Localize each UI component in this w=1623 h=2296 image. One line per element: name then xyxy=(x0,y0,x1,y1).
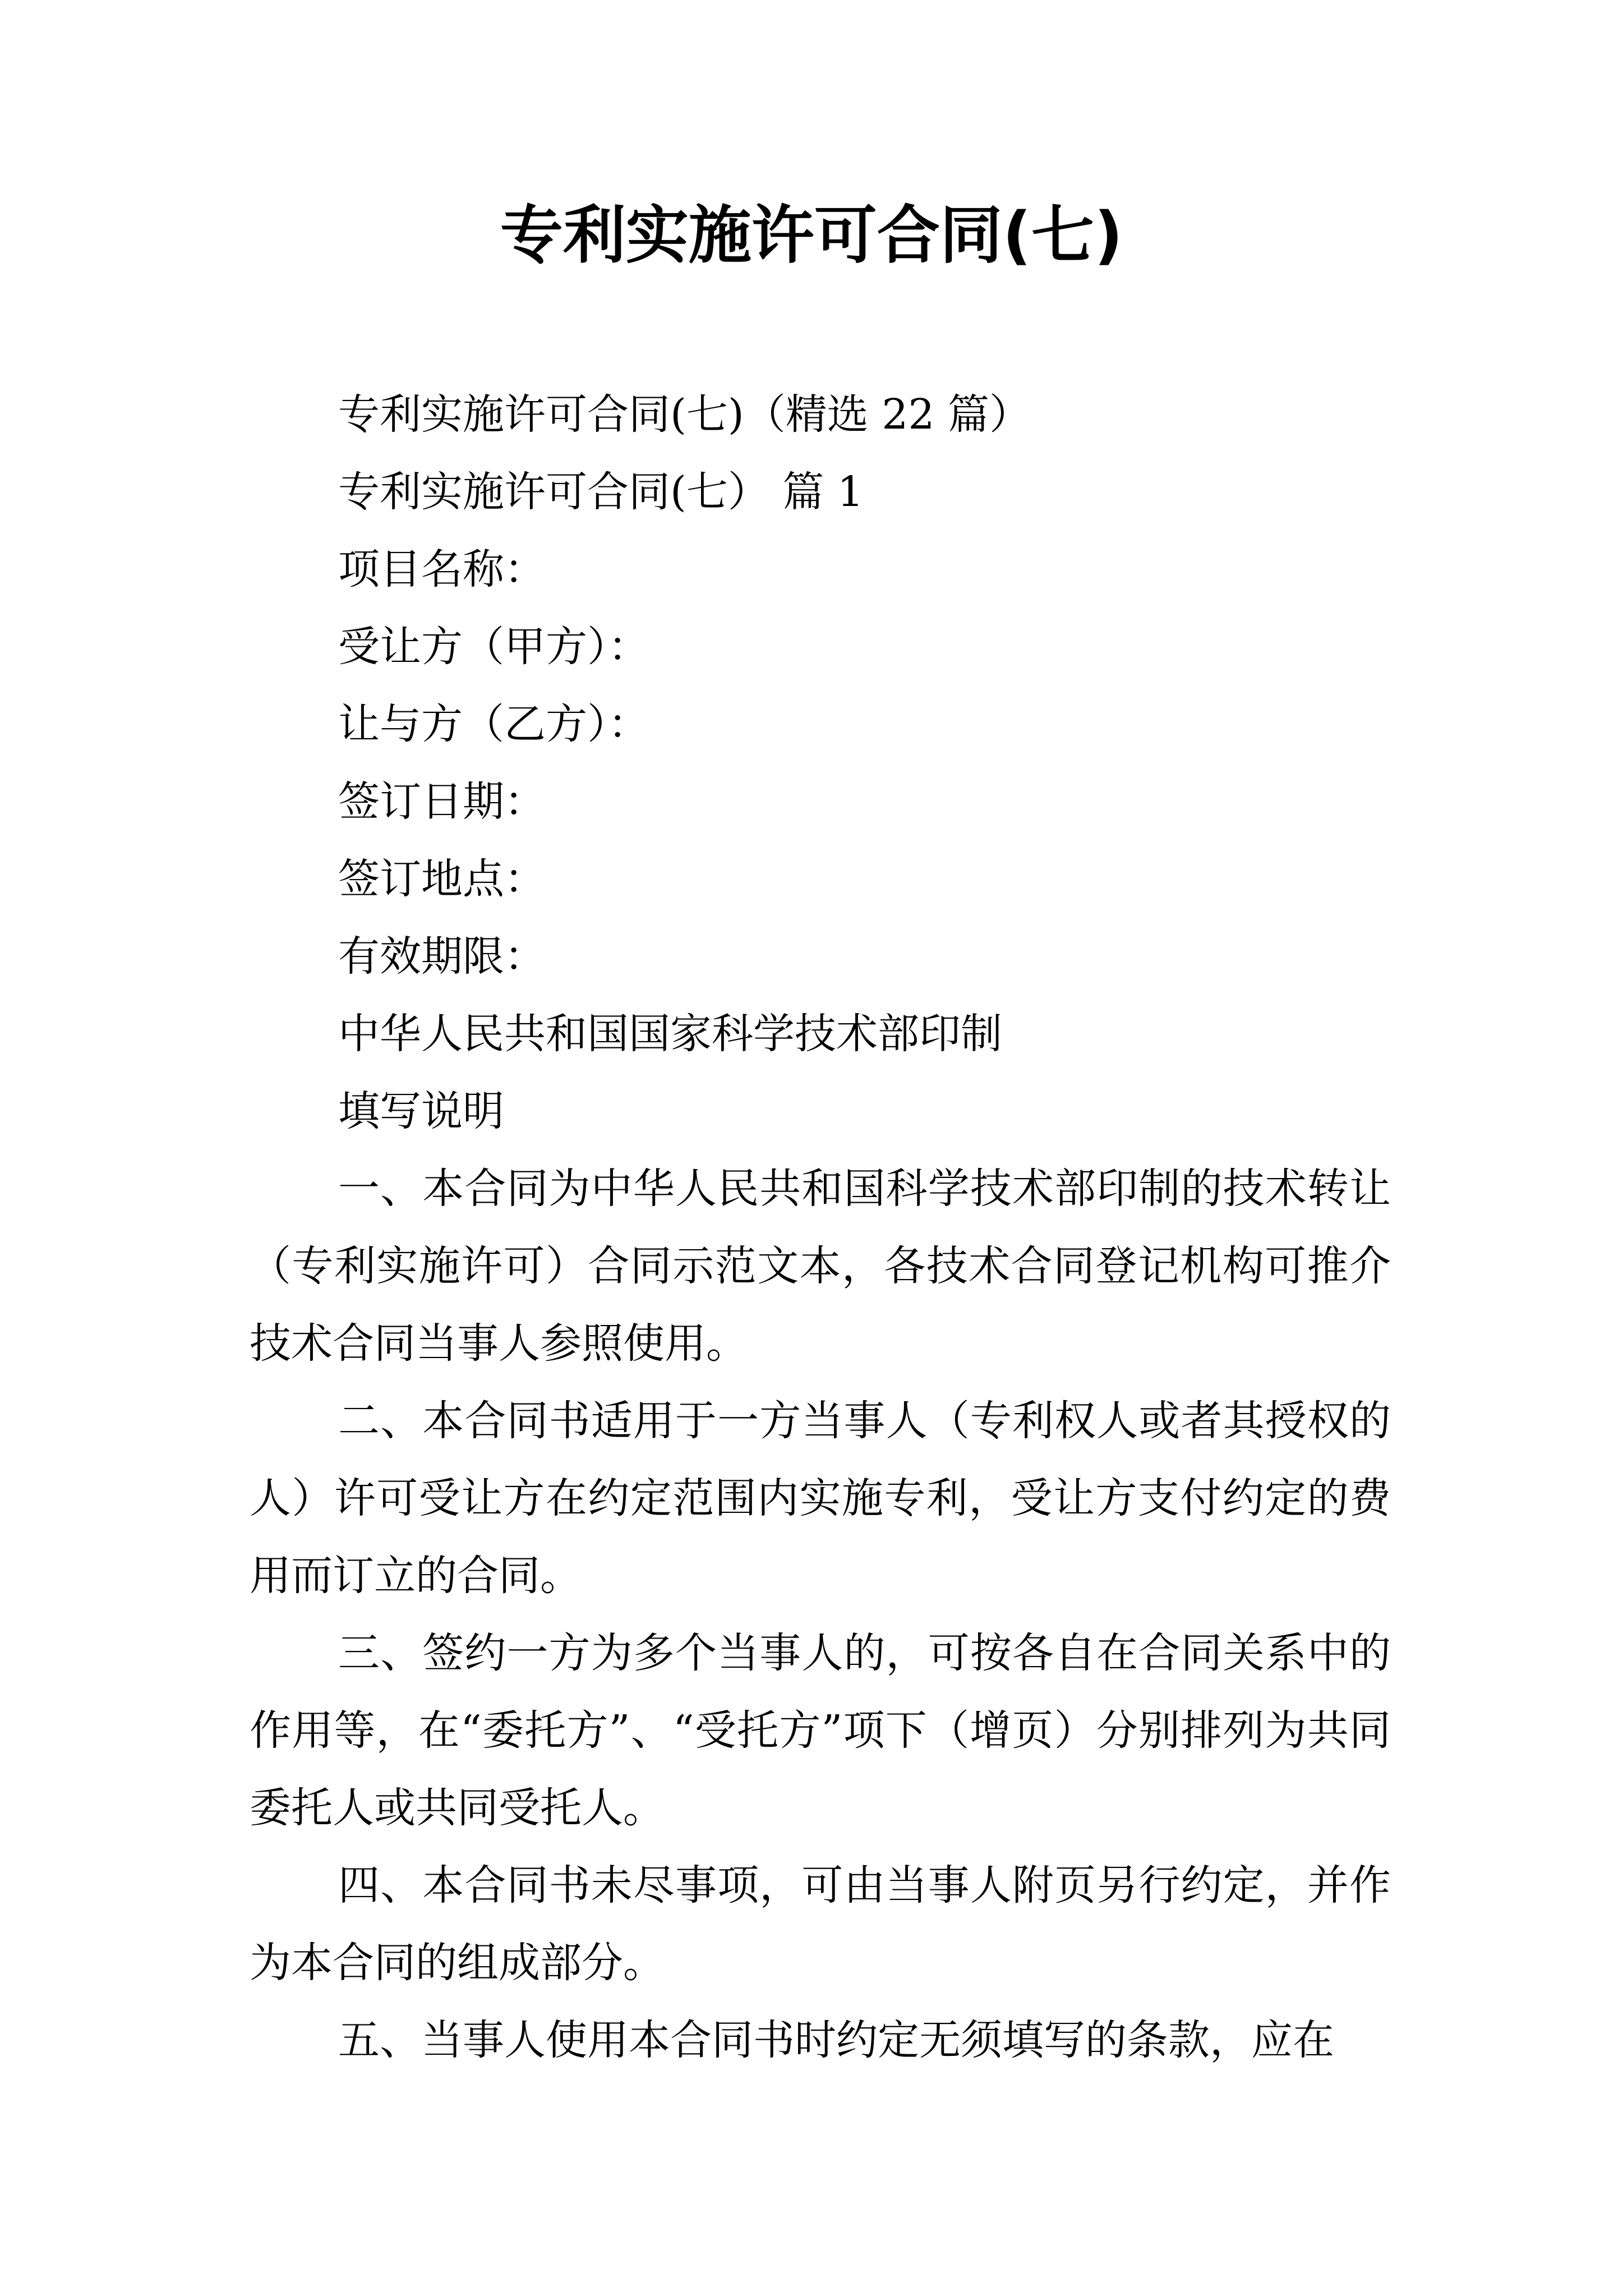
section-heading: 专利实施许可合同(七） 篇 1 xyxy=(338,468,864,516)
issuer-line: 中华人民共和国国家科学技术部印制 xyxy=(338,1010,1002,1058)
instruction-paragraph-4: 四、本合同书未尽事项，可由当事人附页另行约定，并作为本合同的组成部分。 xyxy=(250,1861,1391,1987)
instruction-paragraph-3: 三、签约一方为多个当事人的，可按各自在合同关系中的作用等，在“委托方”、“受托方”项下（增页）分别排列为共同委托人或共同受托人。 xyxy=(250,1629,1391,1832)
instructions-heading: 填写说明 xyxy=(338,1087,504,1135)
instruction-paragraph-2: 二、本合同书适用于一方当事人（专利权人或者其授权的人）许可受让方在约定范围内实施专利，受让方支付约定的费用而订立的合同。 xyxy=(250,1397,1391,1600)
field-signing-date: 签订日期： xyxy=(338,777,546,826)
field-signing-place: 签订地点： xyxy=(338,855,546,903)
field-validity-period: 有效期限： xyxy=(338,932,546,981)
field-licensor: 让与方（乙方）： xyxy=(338,700,649,748)
document-body xyxy=(250,376,1391,2079)
subtitle-line: 专利实施许可合同(七)（精选 22 篇） xyxy=(338,390,1031,439)
instruction-paragraph-5: 五、当事人使用本合同书时约定无须填写的条款，应在 xyxy=(338,2016,1334,2064)
field-project-name: 项目名称： xyxy=(338,545,546,593)
document-title: 专利实施许可合同(七) xyxy=(500,199,1123,272)
field-licensee: 受让方（甲方）： xyxy=(338,623,649,671)
instruction-paragraph-1: 一、本合同为中华人民共和国科学技术部印制的技术转让（专利实施许可）合同示范文本，各技术合同登记机构可推介技术合同当事人参照使用。 xyxy=(250,1165,1391,1368)
